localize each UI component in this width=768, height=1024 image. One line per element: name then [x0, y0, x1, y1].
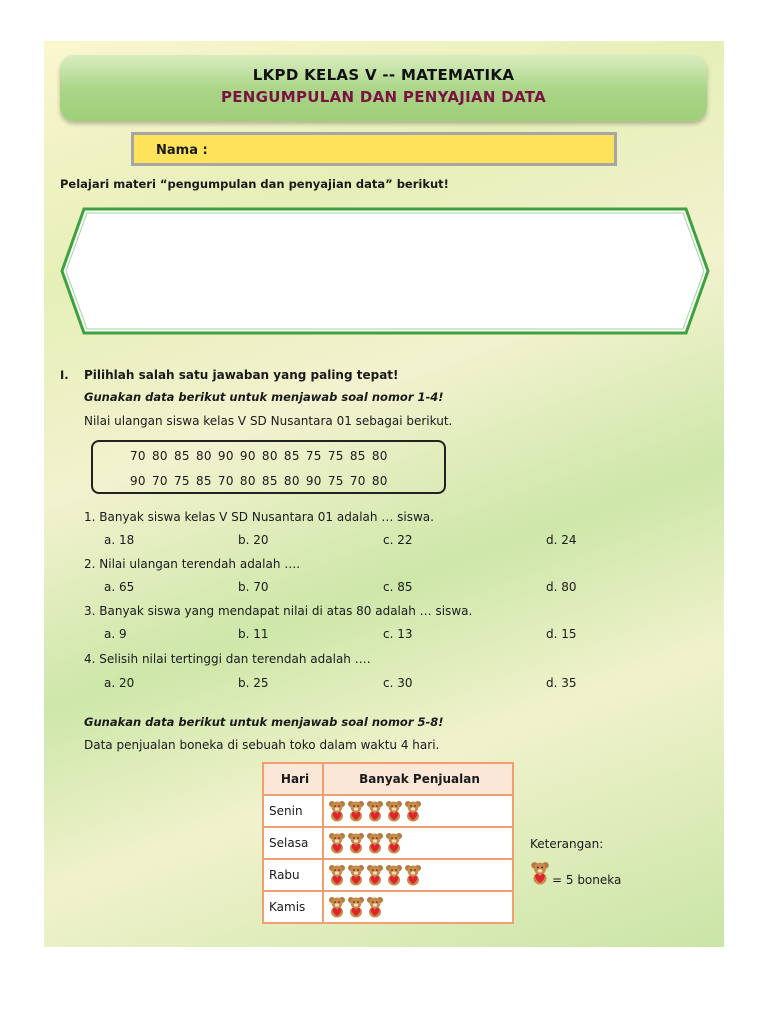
instruction-5-8: Gunakan data berikut untuk menjawab soal nomor 5-8!: [84, 715, 444, 729]
question-4: 4. Selisih nilai tertinggi dan terendah adalah ….: [84, 652, 371, 666]
option-1b[interactable]: b. 20: [238, 533, 269, 547]
teddy-bear-icon: [366, 832, 384, 854]
teddy-bear-icon: [404, 864, 422, 886]
option-1c[interactable]: c. 22: [383, 533, 413, 547]
teddy-bear-icon: [347, 832, 365, 854]
teddy-bear-icon: [347, 864, 365, 886]
teddy-bear-icon: [328, 800, 346, 822]
option-3b[interactable]: b. 11: [238, 627, 269, 641]
intro-instruction: Pelajari materi “pengumpulan dan penyajian data” berikut!: [60, 177, 449, 191]
option-3a[interactable]: a. 9: [104, 627, 127, 641]
day-cell: Senin: [263, 795, 323, 827]
pictogram-table: [262, 762, 514, 924]
teddy-bear-icon: [347, 800, 365, 822]
option-4c[interactable]: c. 30: [383, 676, 413, 690]
bear-cell: [323, 795, 513, 827]
question-2: 2. Nilai ulangan terendah adalah ….: [84, 557, 301, 571]
score-row-2: 90 70 75 85 70 80 85 80 90 75 70 80: [130, 474, 388, 488]
table-row: [263, 795, 513, 827]
option-2b[interactable]: b. 70: [238, 580, 269, 594]
question-3: 3. Banyak siswa yang mendapat nilai di atas 80 adalah … siswa.: [84, 604, 473, 618]
header-day: Hari: [263, 763, 323, 795]
option-3c[interactable]: c. 13: [383, 627, 413, 641]
day-cell: Kamis: [263, 891, 323, 923]
question-1: 1. Banyak siswa kelas V SD Nusantara 01 adalah … siswa.: [84, 510, 434, 524]
day-cell: Selasa: [263, 827, 323, 859]
option-3d[interactable]: d. 15: [546, 627, 577, 641]
table-row: [263, 859, 513, 891]
table-intro: Data penjualan boneka di sebuah toko dalam waktu 4 hari.: [84, 738, 440, 752]
teddy-bear-icon: [328, 832, 346, 854]
section-number: I.: [60, 368, 69, 382]
bear-cell: [323, 827, 513, 859]
table-row: [263, 827, 513, 859]
option-2d[interactable]: d. 80: [546, 580, 577, 594]
option-1a[interactable]: a. 18: [104, 533, 135, 547]
score-row-1: 70 80 85 80 90 90 80 85 75 75 85 80: [130, 449, 388, 463]
teddy-bear-icon: [385, 832, 403, 854]
header-sales: Banyak Penjualan: [323, 763, 513, 795]
score-data-box: [91, 440, 446, 494]
instruction-1-4: Gunakan data berikut untuk menjawab soal nomor 1-4!: [84, 390, 444, 404]
day-cell: Rabu: [263, 859, 323, 891]
option-2c[interactable]: c. 85: [383, 580, 413, 594]
teddy-bear-icon: [530, 861, 550, 889]
bear-cell: [323, 859, 513, 891]
legend-value: = 5 boneka: [552, 873, 622, 887]
legend-label: Keterangan:: [530, 837, 604, 851]
option-4b[interactable]: b. 25: [238, 676, 269, 690]
teddy-bear-icon: [404, 800, 422, 822]
option-2a[interactable]: a. 65: [104, 580, 135, 594]
teddy-bear-icon: [385, 800, 403, 822]
teddy-bear-icon: [366, 800, 384, 822]
teddy-bear-icon: [328, 896, 346, 918]
name-field[interactable]: [131, 132, 617, 166]
teddy-bear-icon: [328, 864, 346, 886]
table-row: [263, 891, 513, 923]
worksheet-page: [44, 41, 724, 947]
option-4a[interactable]: a. 20: [104, 676, 135, 690]
title-banner: [60, 55, 707, 121]
material-box: [58, 205, 712, 341]
data-intro: Nilai ulangan siswa kelas V SD Nusantara 01 sebagai berikut.: [84, 414, 453, 428]
teddy-bear-icon: [347, 896, 365, 918]
name-label: Nama :: [156, 143, 208, 158]
teddy-bear-icon: [366, 864, 384, 886]
section-title: Pilihlah salah satu jawaban yang paling tepat!: [84, 368, 399, 382]
option-1d[interactable]: d. 24: [546, 533, 577, 547]
teddy-bear-icon: [385, 864, 403, 886]
teddy-bear-icon: [366, 896, 384, 918]
worksheet-subtitle: PENGUMPULAN DAN PENYAJIAN DATA: [220, 88, 547, 106]
worksheet-title: LKPD KELAS V -- MATEMATIKA: [252, 66, 515, 84]
option-4d[interactable]: d. 35: [546, 676, 577, 690]
bear-cell: [323, 891, 513, 923]
